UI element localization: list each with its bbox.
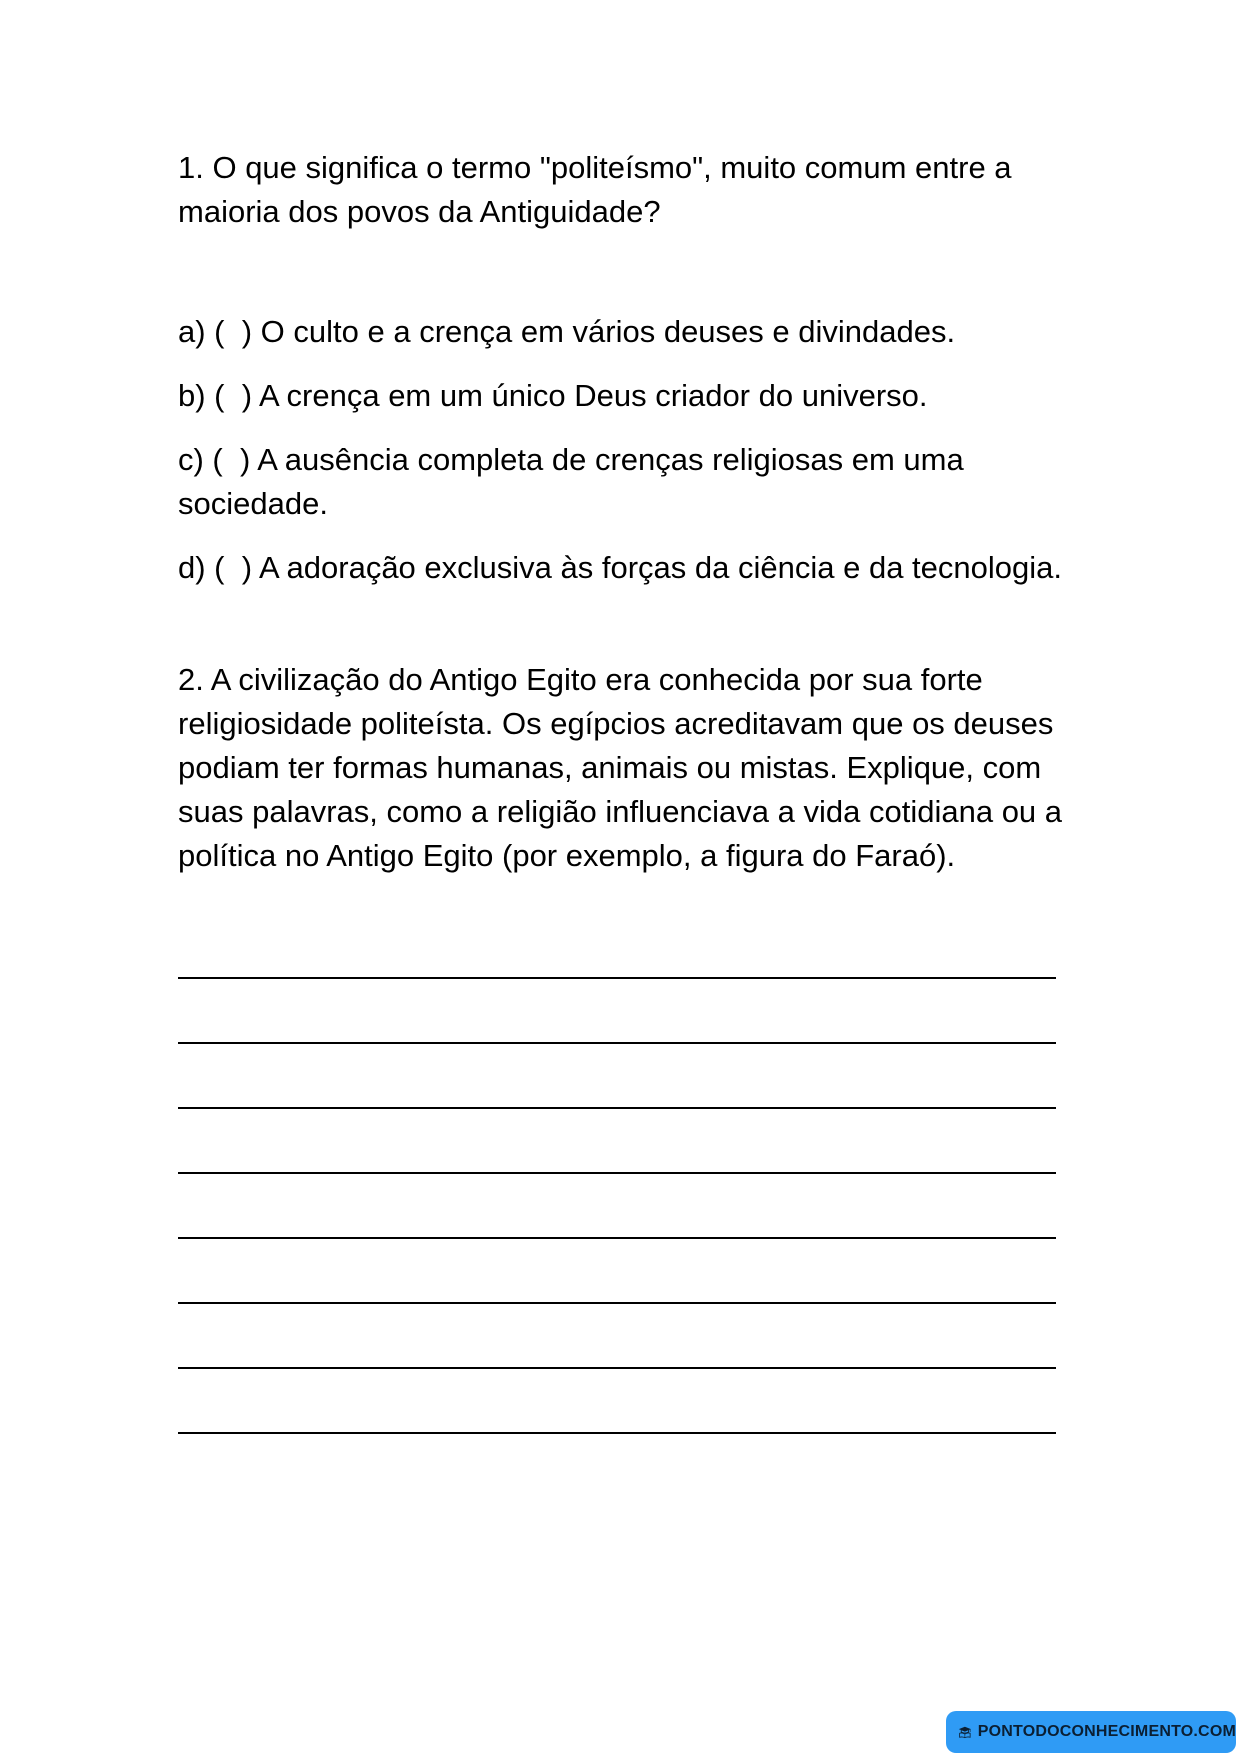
question-1-text: 1. O que significa o termo "politeísmo", muito comum entre a maioria dos povos da Antiguidade? — [178, 150, 1021, 229]
question-1-option-a: a) ( ) O culto e a crença em vários deuses e divindades. — [178, 314, 956, 349]
answer-line[interactable] — [178, 1109, 1056, 1174]
question-2-text: 2. A civilização do Antigo Egito era conhecida por sua forte religiosidade politeísta. Os egípcios acreditavam que os deuses podiam ter formas humanas, animais ou mistas. Explique, com suas palavras, como a religião influenciava a vida cotidiana ou a política no Antigo Egito (por exemplo, a figura do Faraó). — [178, 662, 1071, 873]
answer-line[interactable] — [178, 979, 1056, 1044]
graduation-book-icon — [958, 1717, 972, 1747]
answer-lines — [178, 914, 1056, 1434]
question-1-option-b: b) ( ) A crença em um único Deus criador do universo. — [178, 378, 928, 413]
site-badge-label: PONTODOCONHECIMENTO.COM — [977, 1723, 1236, 1740]
site-badge[interactable] — [946, 1711, 1236, 1753]
worksheet-page — [178, 146, 1078, 1434]
answer-line[interactable] — [178, 914, 1056, 979]
answer-line[interactable] — [178, 1044, 1056, 1109]
answer-line[interactable] — [178, 1174, 1056, 1239]
question-1-option-c: c) ( ) A ausência completa de crenças religiosas em uma sociedade. — [178, 442, 973, 521]
answer-line[interactable] — [178, 1239, 1056, 1304]
question-1-option-d: d) ( ) A adoração exclusiva às forças da ciência e da tecnologia. — [178, 550, 1062, 585]
answer-line[interactable] — [178, 1369, 1056, 1434]
answer-line[interactable] — [178, 1304, 1056, 1369]
